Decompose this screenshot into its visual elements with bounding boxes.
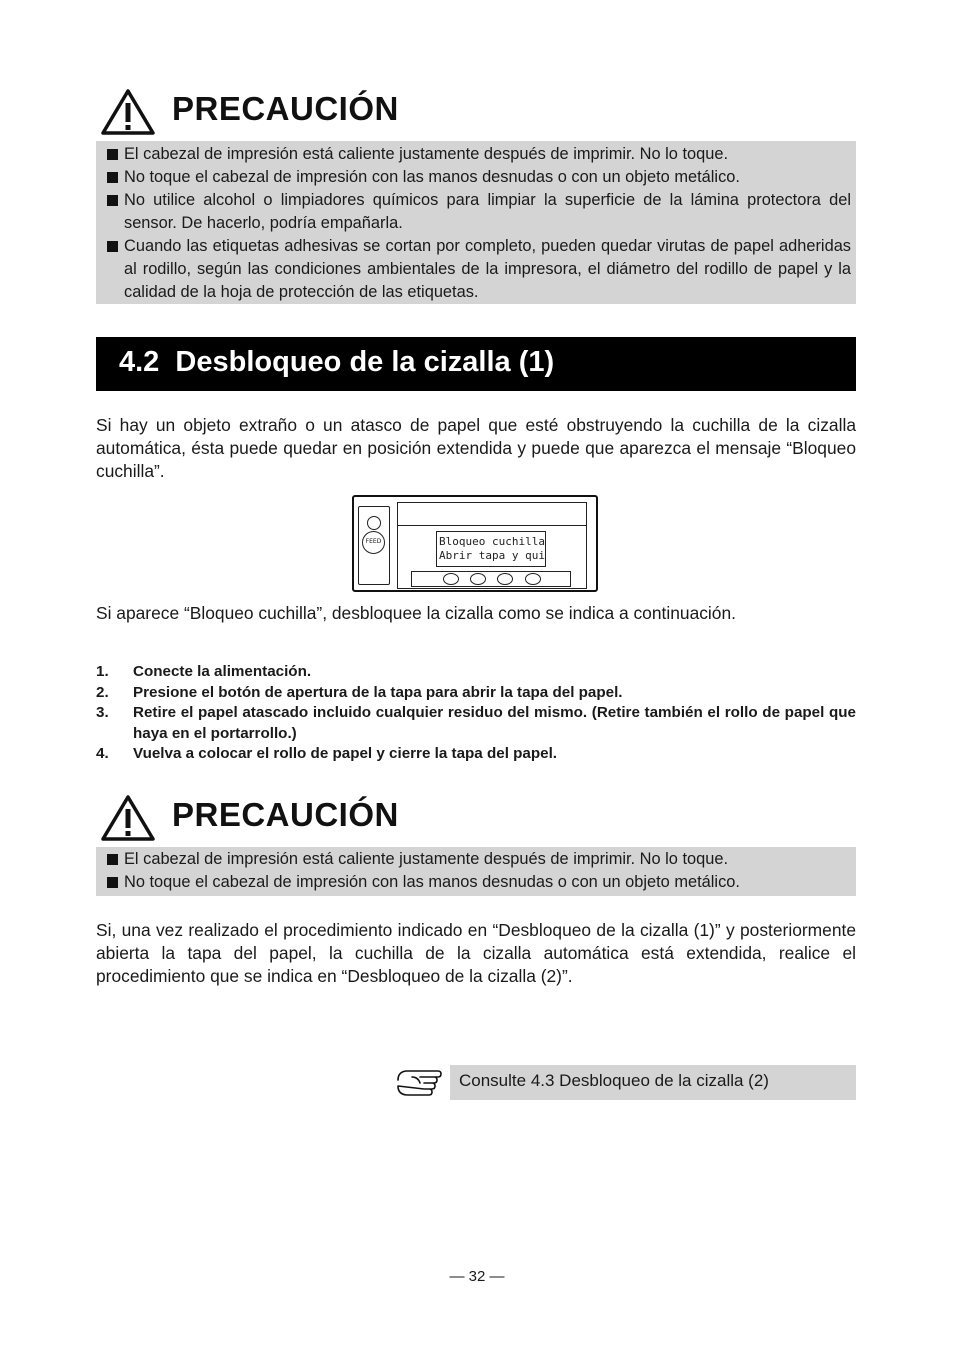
caution-item: El cabezal de impresión está caliente justamente después de imprimir. No lo toque. <box>100 848 851 871</box>
panel-button <box>525 573 541 585</box>
reference-box <box>450 1065 856 1100</box>
step-item: 2. Presione el botón de apertura de la tapa para abrir la tapa del papel. <box>96 683 623 701</box>
step-item: 3. Retire el papel atascado incluido cualquier residuo del mismo. (Retire también el rollo de papel que haya en el portarrollo.) <box>96 704 856 742</box>
button-column <box>358 506 390 585</box>
caution-item: No utilice alcohol o limpiadores químicos para limpiar la superficie de la lámina protectora del sensor. De hacerlo, podría empañarla. <box>100 189 851 235</box>
printer-panel-illustration <box>352 495 598 592</box>
caution-title: PRECAUCIÓN <box>172 90 399 127</box>
caution-title: PRECAUCIÓN <box>172 796 399 833</box>
caution-item: No toque el cabezal de impresión con las manos desnudas o con un objeto metálico. <box>100 166 851 189</box>
caution-header-1 <box>100 88 860 134</box>
instruction-paragraph: Si aparece “Bloqueo cuchilla”, desbloquee la cizalla como se indica a continuación. <box>96 603 736 623</box>
reference-text: Consulte 4.3 Desbloqueo de la cizalla (2) <box>459 1071 769 1090</box>
warning-triangle-icon <box>100 794 156 842</box>
step-item: 4. Vuelva a colocar el rollo de papel y cierre la tapa del papel. <box>96 745 558 762</box>
panel-button <box>470 573 486 585</box>
pointing-hand-icon <box>394 1064 444 1102</box>
section-header <box>96 337 856 391</box>
caution-box-1 <box>96 141 856 304</box>
section-title: 4.2 Desbloqueo de la cizalla (1) <box>119 346 555 378</box>
caution-item: No toque el cabezal de impresión con las manos desnudas o con un objeto metálico. <box>100 871 851 894</box>
intro-paragraph: Si hay un objeto extraño o un atasco de papel que esté obstruyendo la cuchilla de la cizalla automática, ésta puede quedar en posición extendida y puede que aparezca el mensaje “Bloqueo cuchilla”. <box>96 415 856 481</box>
steps-list <box>96 662 856 765</box>
page-number: — 32 — <box>449 1268 505 1285</box>
caution-item: El cabezal de impresión está caliente justamente después de imprimir. No lo toque. <box>100 143 851 166</box>
panel-button <box>497 573 513 585</box>
display-frame <box>397 502 587 589</box>
warning-triangle-icon <box>100 88 156 136</box>
feed-button: FEED <box>362 531 385 554</box>
step-item: 1. Conecte la alimentación. <box>96 663 312 680</box>
panel-button <box>443 573 459 585</box>
closing-paragraph: Si, una vez realizado el procedimiento indicado en “Desbloqueo de la cizalla (1)” y posteriormente abierta la tapa del papel, la cuchilla de la cizalla automática está extendida, realice el procedimiento que se indica en “Desbloqueo de la cizalla (2)”. <box>96 920 856 986</box>
caution-item: Cuando las etiquetas adhesivas se cortan por completo, pueden quedar virutas de papel adheridas al rodillo, según las condiciones ambientales de la impresora, el diámetro del rodillo de papel y la calidad de la hoja de protección de las etiquetas. <box>100 235 851 304</box>
panel-button-row <box>411 571 571 587</box>
lcd-screen: Bloqueo cuchilla Abrir tapa y qui <box>436 531 546 567</box>
caution-header-2 <box>100 794 860 840</box>
power-indicator-icon <box>367 516 381 530</box>
caution-box-2 <box>96 847 856 896</box>
